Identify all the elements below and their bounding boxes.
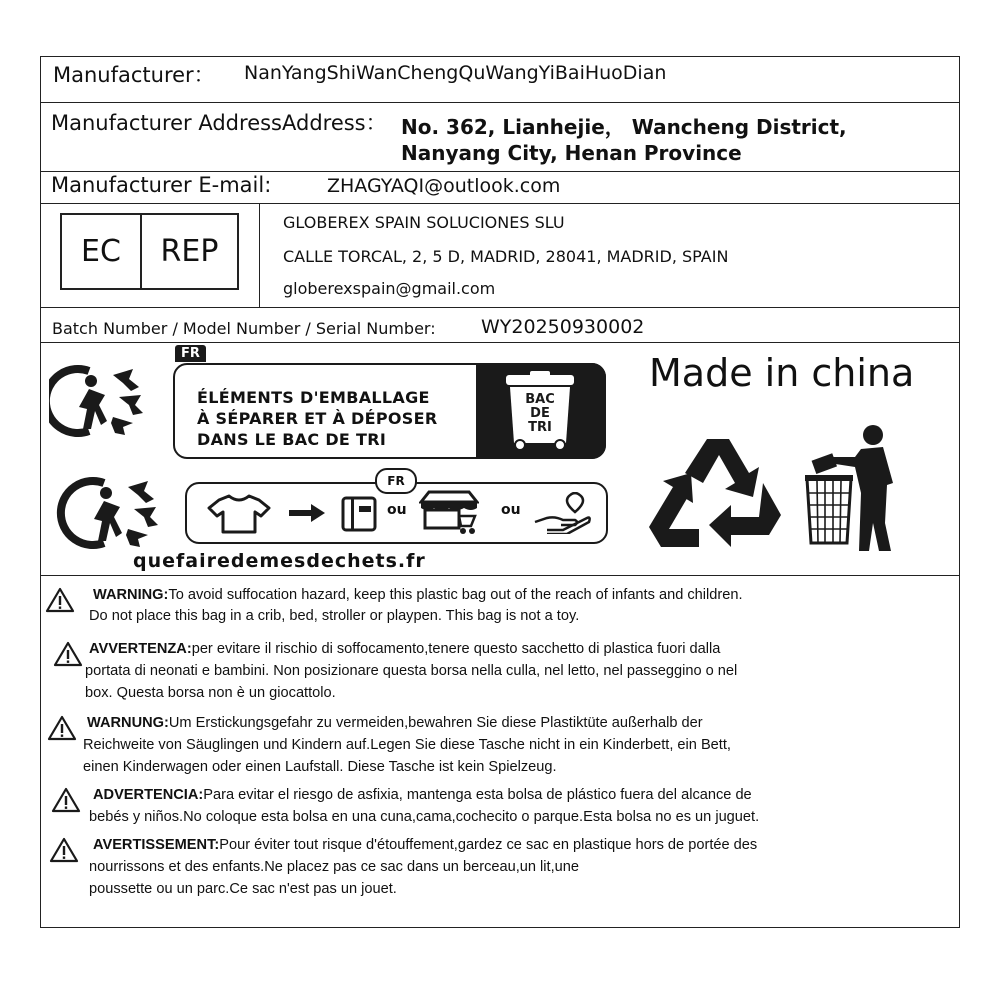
divider (41, 342, 959, 343)
warning-line (83, 735, 731, 757)
or-text-2: ou (501, 502, 521, 518)
warning-title: AVERTISSEMENT: (93, 837, 220, 853)
ec-rep-company: GLOBEREX SPAIN SOLUCIONES SLU (283, 213, 565, 232)
bin-panel (476, 363, 606, 459)
manufacturer-label: Manufacturer： (53, 63, 215, 87)
warning-line (93, 585, 743, 607)
warning-line (89, 807, 759, 829)
warning-line (89, 606, 579, 628)
arrow-right-icon (289, 502, 325, 524)
fr-circle-badge: FR (375, 468, 417, 494)
bin-label-line-1: BAC (525, 392, 555, 407)
warning-text: box. Questa borsa non è un giocattolo. (85, 685, 336, 701)
warning-title: ADVERTENCIA: (93, 787, 204, 803)
warning-triangle-icon (49, 837, 79, 863)
warning-triangle-icon (45, 587, 75, 613)
warning-line (85, 683, 336, 705)
divider (41, 102, 959, 103)
shop-icon (419, 490, 479, 536)
warning-title: WARNUNG: (87, 715, 169, 731)
warning-line (85, 661, 737, 683)
litter-bin-icon (803, 423, 913, 553)
divider (41, 575, 959, 576)
warning-text: Do not place this bag in a crib, bed, stroller or playpen. This bag is not a toy. (89, 608, 580, 624)
tshirt-icon (205, 494, 273, 534)
collection-box-icon (339, 494, 379, 534)
warning-text: poussette ou un parc.Ce sac n'est pas un jouet. (89, 881, 397, 897)
batch-label: Batch Number / Model Number / Serial Number: (52, 319, 436, 338)
warning-text: Reichweite von Säuglingen und Kindern auf.Legen Sie diese Tasche nicht in ein Kinderbett, ein Bett, (83, 737, 731, 753)
warning-text: per evitare il rischio di soffocamento,tenere questo sacchetto di plastica fuori dalla (191, 641, 721, 657)
warning-line (89, 879, 397, 901)
email-label: Manufacturer E-mail: (51, 173, 272, 197)
or-text: ou (387, 502, 407, 518)
warning-line (87, 713, 703, 735)
warning-line (83, 757, 557, 779)
ec-rep-address: CALLE TORCAL, 2, 5 D, MADRID, 28041, MADRID, SPAIN (283, 247, 729, 266)
sorting-line-2: À SÉPARER ET À DÉPOSER (197, 409, 438, 428)
warning-text: Para evitar el riesgo de asfixia, mantenga esta bolsa de plástico fuera del alcance de (203, 787, 752, 803)
recycle-icon (645, 433, 785, 553)
warning-text: bebés y niños.No coloque esta bolsa en una cuna,cama,cochecito o parque.Esta bolsa no es un juguet. (89, 809, 760, 825)
warning-line (93, 835, 757, 857)
triman-icon-2 (53, 477, 175, 549)
address-line-2: Nanyang City, Henan Province (401, 141, 742, 165)
warning-line (89, 857, 579, 879)
warning-title: AVVERTENZA: (89, 641, 192, 657)
manufacturer-value: NanYangShiWanChengQuWangYiBaiHuoDian (244, 62, 667, 84)
warning-triangle-icon (47, 715, 77, 741)
sorting-text (197, 387, 437, 450)
warning-text: Um Erstickungsgefahr zu vermeiden,bewahren Sie diese Plastiktüte außerhalb der (168, 715, 703, 731)
divider (41, 203, 959, 204)
sorting-line-3: DANS LE BAC DE TRI (197, 430, 387, 449)
rep-text: REP (160, 234, 219, 269)
ec-rep-symbol (60, 213, 239, 290)
email-value: ZHAGYAQI@outlook.com (327, 175, 561, 197)
bin-label-line-3: TRI (528, 420, 552, 435)
warning-text: portata di neonati e bambini. Non posizionare questa borsa nella culla, nel letto, nel passeggino o nel (85, 663, 738, 679)
warning-text: Pour éviter tout risque d'étouffement,gardez ce sac en plastique hors de portée des (219, 837, 758, 853)
warning-triangle-icon (53, 641, 83, 667)
batch-value: WY20250930002 (481, 316, 645, 338)
warning-triangle-icon (51, 787, 81, 813)
fr-tag: FR (175, 345, 206, 362)
warning-text: To avoid suffocation hazard, keep this plastic bag out of the reach of infants and children. (168, 587, 743, 603)
donate-hand-icon (533, 492, 593, 534)
warning-line (93, 785, 752, 807)
warning-text: nourrissons et des enfants.Ne placez pas ce sac dans un berceau,un lit,une (89, 859, 580, 875)
product-label (40, 56, 960, 928)
bin-label (524, 393, 556, 435)
divider (259, 203, 260, 307)
made-in-text: Made in china (649, 351, 915, 395)
sorting-line-1: ÉLÉMENTS D'EMBALLAGE (197, 388, 430, 407)
sorting-info-box (173, 363, 606, 459)
divider (41, 171, 959, 172)
bin-label-line-2: DE (530, 406, 550, 421)
address-line-1: No. 362, Lianhejie， Wancheng District, (401, 115, 847, 139)
warning-title: WARNING: (93, 587, 169, 603)
warning-text: einen Kinderwagen oder einen Laufstall. Diese Tasche ist kein Spielzeug. (83, 759, 557, 775)
website-text: quefairedemesdechets.fr (133, 550, 426, 572)
warning-line (89, 639, 720, 661)
divider (41, 307, 959, 308)
ec-rep-email: globerexspain@gmail.com (283, 279, 496, 298)
ec-text: EC (62, 215, 142, 288)
triman-icon (49, 365, 149, 437)
address-label: Manufacturer AddressAddress： (51, 111, 387, 135)
